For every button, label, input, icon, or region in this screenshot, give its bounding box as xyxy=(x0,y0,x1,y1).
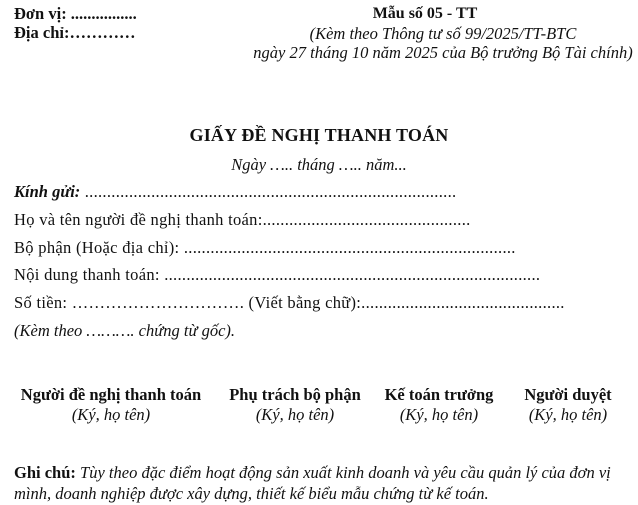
footnote xyxy=(14,462,628,504)
requester-row: Họ và tên người đề nghị thanh toán:............................................... xyxy=(14,210,471,229)
signature-sub: (Ký, họ tên) xyxy=(255,405,335,424)
form-reference xyxy=(252,24,634,62)
signature-title: Người đề nghị thanh toán xyxy=(20,385,202,404)
signature-title: Phụ trách bộ phận xyxy=(229,385,361,404)
signature-title: Người duyệt xyxy=(524,385,612,404)
form-reference-line1: (Kèm theo Thông tư số 99/2025/TT-BTC xyxy=(309,24,577,43)
form-code: Mẫu số 05 - TT xyxy=(372,5,478,22)
recipient-row xyxy=(14,182,456,202)
footnote-text: Tùy theo đặc điểm hoạt động sản xuất kinh doanh và yêu cầu quản lý của đơn vị mình, doanh nghiệp được xây dựng, thiết kế biểu mẫu chứng từ kế toán. xyxy=(14,463,611,503)
signature-sub: (Ký, họ tên) xyxy=(71,405,151,424)
address-field: Địa chỉ:………… xyxy=(14,23,136,42)
signature-approver xyxy=(512,385,624,425)
unit-field: Đơn vị: ................ xyxy=(14,4,137,23)
signature-sub: (Ký, họ tên) xyxy=(528,405,608,424)
unit-block xyxy=(14,4,137,42)
form-reference-line2: ngày 27 tháng 10 năm 2025 của Bộ trưởng Bộ Tài chính) xyxy=(253,43,633,62)
content-row: Nội dung thanh toán: ..................................................................................... xyxy=(14,265,541,284)
document-title: GIẤY ĐỀ NGHỊ THANH TOÁN xyxy=(189,125,449,145)
department-row: Bộ phận (Hoặc địa chỉ): ........................................................................... xyxy=(14,238,516,257)
signature-sub: (Ký, họ tên) xyxy=(399,405,479,424)
attached-row: (Kèm theo ………. chứng từ gốc). xyxy=(14,321,236,340)
signature-requester xyxy=(6,385,216,425)
footnote-label: Ghi chú: xyxy=(14,463,76,482)
signature-chief-accountant xyxy=(374,385,504,425)
amount-row: Số tiền: …………………………. (Viết bằng chữ):.............................................. xyxy=(14,293,565,312)
signature-title: Kế toán trưởng xyxy=(384,385,494,404)
recipient-dots: .................................................................................... xyxy=(80,182,457,201)
recipient-label: Kính gửi: xyxy=(14,182,81,201)
signature-department-head xyxy=(220,385,370,425)
date-line: Ngày ….. tháng ….. năm... xyxy=(231,155,407,174)
